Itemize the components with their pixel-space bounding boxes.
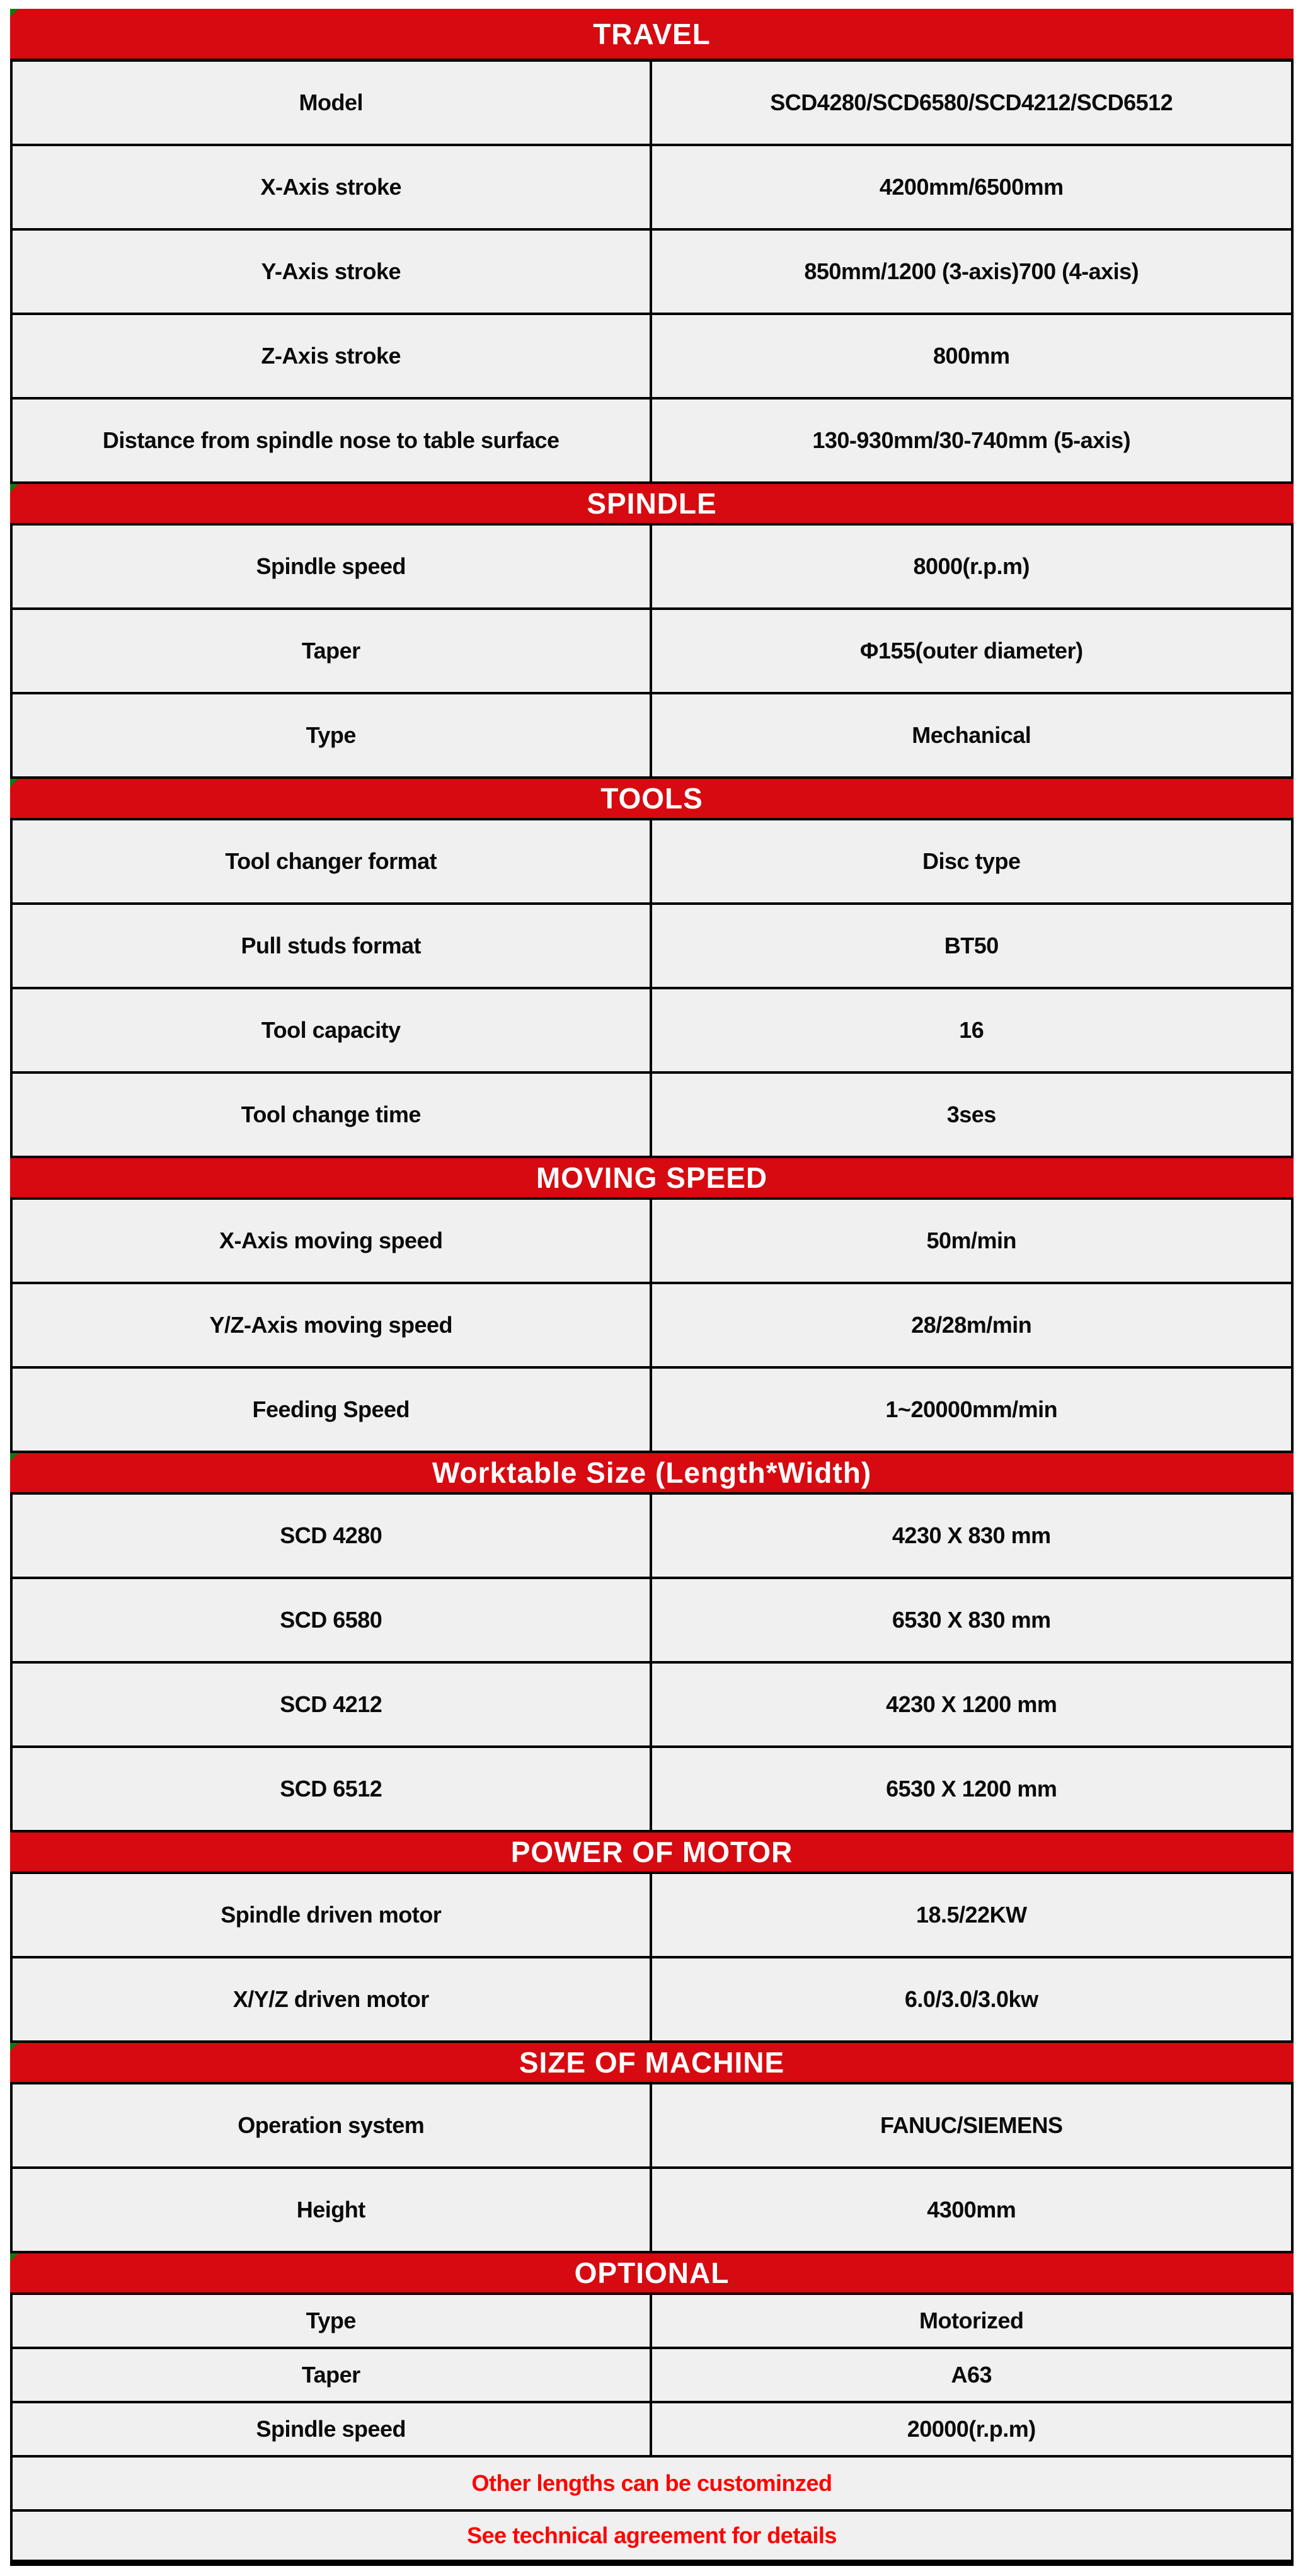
spec-value: 4230 X 830 mm xyxy=(892,1522,1051,1548)
machine-spec-table xyxy=(10,9,1294,2566)
spec-value: SCD4280/SCD6580/SCD4212/SCD6512 xyxy=(770,89,1173,115)
spec-row-spindle-driven-motor xyxy=(10,1874,1294,1958)
cell-marker-triangle-icon xyxy=(10,2253,18,2262)
spec-value: 800mm xyxy=(933,343,1010,369)
spec-value: 6530 X 1200 mm xyxy=(886,1776,1057,1802)
spec-label: Spindle driven motor xyxy=(13,1874,652,1956)
spec-row-yz-axis-moving-speed xyxy=(10,1284,1294,1369)
section-header-label: OPTIONAL xyxy=(574,2257,730,2289)
spec-value: FANUC/SIEMENS xyxy=(880,2112,1063,2138)
section-header-moving-speed xyxy=(10,1158,1294,1200)
spec-label: SCD 6580 xyxy=(13,1579,652,1661)
spec-label: Operation system xyxy=(13,2084,652,2166)
spec-value: 28/28m/min xyxy=(911,1312,1032,1338)
note-text: See technical agreement for details xyxy=(467,2522,837,2548)
spec-row-scd4212 xyxy=(10,1664,1294,1748)
spec-row-optional-taper xyxy=(10,2349,1294,2403)
spec-value: Motorized xyxy=(919,2308,1024,2333)
cell-marker-triangle-icon xyxy=(10,9,18,17)
spec-label: Y/Z-Axis moving speed xyxy=(13,1284,652,1366)
spec-value: 850mm/1200 (3-axis)700 (4-axis) xyxy=(804,258,1139,284)
cell-marker-triangle-icon xyxy=(10,779,18,787)
section-header-size-of-machine xyxy=(10,2043,1294,2084)
section-header-label: TOOLS xyxy=(600,782,703,815)
spec-value: 4200mm/6500mm xyxy=(879,174,1064,200)
section-header-tools xyxy=(10,779,1294,820)
spec-label: Distance from spindle nose to table surface xyxy=(13,400,652,481)
spec-value: A63 xyxy=(951,2362,992,2388)
spec-label: Type xyxy=(13,2295,652,2347)
spec-value: 6530 X 830 mm xyxy=(892,1607,1051,1633)
spec-label: Tool changer format xyxy=(13,820,652,902)
spec-row-spindle-type xyxy=(10,694,1294,779)
spec-label: X-Axis stroke xyxy=(13,146,652,228)
spec-value: 50m/min xyxy=(926,1228,1017,1253)
spec-row-tool-capacity xyxy=(10,989,1294,1074)
spec-label: Taper xyxy=(13,2349,652,2401)
spec-row-spindle-nose-distance xyxy=(10,400,1294,484)
spec-row-optional-type xyxy=(10,2295,1294,2349)
spec-row-tool-changer-format xyxy=(10,820,1294,905)
spec-row-taper xyxy=(10,610,1294,694)
section-header-label: TRAVEL xyxy=(593,17,711,50)
section-header-spindle xyxy=(10,484,1294,526)
cell-marker-triangle-icon xyxy=(10,484,18,492)
cell-marker-triangle-icon xyxy=(10,2043,18,2051)
spec-label: Type xyxy=(13,694,652,776)
spec-label: Feeding Speed xyxy=(13,1369,652,1451)
section-header-label: SPINDLE xyxy=(587,487,717,520)
spec-value: Φ155(outer diameter) xyxy=(859,638,1083,664)
spec-label: Model xyxy=(13,62,652,144)
spec-label: Y-Axis stroke xyxy=(13,231,652,313)
cell-marker-triangle-icon xyxy=(10,1453,18,1461)
spec-row-spindle-speed xyxy=(10,526,1294,610)
section-header-optional xyxy=(10,2253,1294,2295)
spec-label: Spindle speed xyxy=(13,2403,652,2455)
spec-row-scd6580 xyxy=(10,1579,1294,1664)
spec-value: 8000(r.p.m) xyxy=(913,553,1030,579)
spec-value: 4230 X 1200 mm xyxy=(886,1691,1057,1717)
spec-label: X-Axis moving speed xyxy=(13,1200,652,1282)
spec-row-scd4280 xyxy=(10,1495,1294,1579)
spec-row-x-axis-stroke xyxy=(10,146,1294,231)
note-row-technical-agreement xyxy=(10,2512,1294,2566)
spec-value: 3ses xyxy=(946,1101,996,1127)
spec-label: Taper xyxy=(13,610,652,692)
spec-row-y-axis-stroke xyxy=(10,231,1294,315)
spec-row-z-axis-stroke xyxy=(10,315,1294,400)
spec-value: 4300mm xyxy=(927,2197,1016,2222)
spec-value: Disc type xyxy=(922,848,1021,874)
spec-label: Spindle speed xyxy=(13,526,652,607)
spec-row-scd6512 xyxy=(10,1748,1294,1832)
spec-value: 18.5/22KW xyxy=(916,1902,1027,1928)
spec-row-x-axis-moving-speed xyxy=(10,1200,1294,1284)
spec-label: SCD 4212 xyxy=(13,1664,652,1745)
spec-row-xyz-driven-motor xyxy=(10,1958,1294,2043)
spec-row-height xyxy=(10,2169,1294,2253)
spec-value: 16 xyxy=(959,1017,984,1043)
section-header-label: POWER OF MOTOR xyxy=(510,1836,793,1868)
section-header-label: Worktable Size (Length*Width) xyxy=(432,1456,872,1489)
spec-label: Tool change time xyxy=(13,1074,652,1156)
spec-row-tool-change-time xyxy=(10,1074,1294,1158)
spec-label: Pull studs format xyxy=(13,905,652,987)
spec-row-feeding-speed xyxy=(10,1369,1294,1453)
spec-label: SCD 6512 xyxy=(13,1748,652,1830)
spec-label: Tool capacity xyxy=(13,989,652,1071)
spec-row-pull-studs-format xyxy=(10,905,1294,989)
spec-value: 130-930mm/30-740mm (5-axis) xyxy=(812,427,1131,453)
spec-row-operation-system xyxy=(10,2084,1294,2169)
spec-value: Mechanical xyxy=(912,722,1031,748)
section-header-worktable-size xyxy=(10,1453,1294,1495)
spec-value: 1~20000mm/min xyxy=(885,1396,1058,1422)
spec-value: BT50 xyxy=(944,933,999,958)
section-header-power-of-motor xyxy=(10,1832,1294,1874)
note-row-custom-lengths xyxy=(10,2458,1294,2512)
note-text: Other lengths can be custominzed xyxy=(471,2470,832,2496)
spec-row-model xyxy=(10,62,1294,146)
spec-label: X/Y/Z driven motor xyxy=(13,1958,652,2040)
spec-value: 20000(r.p.m) xyxy=(907,2416,1036,2442)
section-header-label: SIZE OF MACHINE xyxy=(519,2046,785,2079)
section-header-label: MOVING SPEED xyxy=(536,1161,768,1194)
spec-label: Height xyxy=(13,2169,652,2251)
spec-label: Z-Axis stroke xyxy=(13,315,652,397)
spec-row-optional-spindle-speed xyxy=(10,2403,1294,2458)
section-header-travel xyxy=(10,9,1294,62)
spec-value: 6.0/3.0/3.0kw xyxy=(904,1986,1038,2012)
spec-label: SCD 4280 xyxy=(13,1495,652,1577)
